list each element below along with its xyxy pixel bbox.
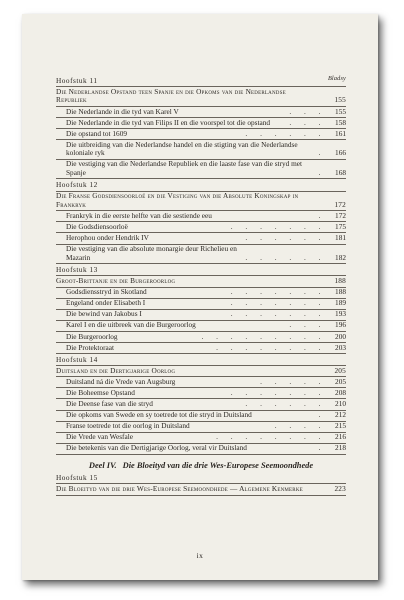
toc-entry: Die Nederlande in die tyd van Karel V . . . 155: [56, 107, 346, 118]
column-header-bladsy: Bladsy: [327, 75, 346, 82]
page-number: 196: [335, 320, 346, 330]
dot-leaders: . . . . . . . . .: [201, 332, 326, 341]
chapter-title: Die Franse Godsdiensoorloë en die Vestiging van die Absolute Koningskap in Frankryk 172: [56, 192, 346, 211]
dot-leaders: . . . . . .: [245, 234, 326, 243]
dot-leaders: . . .: [289, 118, 326, 127]
page-number: 212: [335, 410, 346, 420]
page-number: 172: [335, 211, 346, 221]
toc-entry: Die Godsdiensoorloë . . . . . . . 175: [56, 222, 346, 233]
page-number: 182: [335, 252, 346, 262]
page-number: 218: [335, 443, 346, 453]
page-number: 181: [335, 233, 346, 243]
page-number: 175: [335, 222, 346, 232]
toc-entry: Die opkoms van Swede en sy toetrede tot die stryd in Duitsland . 212: [56, 411, 346, 422]
chapter-label: Hoofstuk 14: [56, 356, 346, 366]
page-number: 172: [334, 199, 346, 209]
dot-leaders: .: [318, 212, 326, 221]
page-number: 188: [334, 275, 346, 285]
page-number: 216: [335, 432, 346, 442]
toc-entry: Engeland onder Elisabeth I . . . . . . . 189: [56, 299, 346, 310]
dot-leaders: . . . . . . . .: [216, 343, 326, 352]
chapter-label: Hoofstuk 13: [56, 266, 346, 276]
page-number: 166: [335, 148, 346, 158]
page-number: 193: [335, 309, 346, 319]
page-number: 188: [335, 287, 346, 297]
dot-leaders: . . .: [289, 321, 326, 330]
dot-leaders: . . . . . .: [245, 400, 326, 409]
part-heading: [56, 461, 346, 470]
chapter-14: [56, 356, 346, 377]
toc-entry: Frankryk in die eerste helfte van die sestiende eeu . 172: [56, 211, 346, 222]
dot-leaders: . . . . .: [260, 377, 326, 386]
part-number: Deel IV.: [88, 460, 117, 470]
toc-entry: Karel I en die uitbreek van die Burgeroorlog . . . 196: [56, 321, 346, 332]
toc-entry: Die uitbreiding van die Nederlandse handel en die stigting van die Nederlandse koloniale ryk . 166: [56, 140, 346, 160]
table-of-contents: [56, 75, 346, 496]
page-number: 158: [335, 117, 346, 127]
toc-entry: Die vestiging van die Nederlandse Republiek en die laaste fase van die stryd met Spanje . 168: [56, 160, 346, 180]
dot-leaders: . . . . . . .: [230, 288, 326, 297]
page-number: 223: [334, 483, 346, 493]
toc-entry: Die Burgeroorlog . . . . . . . . . 200: [56, 332, 346, 343]
toc-entry: Die vestiging van die absolute monargie deur Richelieu en Mazarin . . . . . . 182: [56, 245, 346, 265]
chapter-12: [56, 181, 346, 211]
chapter-13: [56, 266, 346, 287]
toc-entry: Die Vrede van Wesfale . . . . . . . . 216: [56, 433, 346, 444]
toc-entry: Die opstand tot 1609 . . . . . . 161: [56, 129, 346, 140]
toc-entry: Godsdiensstryd in Skotland . . . . . . . 188: [56, 288, 346, 299]
dot-leaders: . . . .: [274, 422, 326, 431]
page-number: 155: [334, 95, 346, 105]
toc-entry: Die Boheemse Opstand . . . . . . . 208: [56, 388, 346, 399]
page-number: 168: [335, 168, 346, 178]
page-folio: ix: [196, 551, 204, 560]
dot-leaders: .: [318, 169, 326, 178]
dot-leaders: . . . . . .: [245, 253, 326, 262]
chapter-15: [56, 474, 346, 495]
chapter-title: Groot-Brittanje en die Burgeroorlog 188: [56, 277, 346, 288]
page-number: 215: [335, 421, 346, 431]
chapter-title: Die Nederlandse Opstand teen Spanje en die Opkoms van die Nederlandse Republiek 155: [56, 88, 346, 107]
part-title: Die Bloeityd van die drie Wes-Europese Seemoondhede: [122, 460, 314, 470]
toc-entry: Die bewind van Jakobus I . . . . . . . 193: [56, 310, 346, 321]
page-number: 189: [335, 298, 346, 308]
dot-leaders: . . . . . . .: [230, 299, 326, 308]
chapter-title: Die Bloeityd van die drie Wes-Europese Seemoondhede — Algemene Kenmerke 223: [56, 485, 346, 496]
toc-entry: Die Deense fase van die stryd . . . . . . 210: [56, 399, 346, 410]
chapter-11: [56, 77, 346, 107]
page-number: 203: [335, 342, 346, 352]
book-page: [22, 14, 378, 580]
dot-leaders: .: [318, 411, 326, 420]
dot-leaders: . . . . . . . .: [216, 433, 326, 442]
dot-leaders: . . .: [289, 107, 326, 116]
dot-leaders: . . . . . . .: [230, 389, 326, 398]
dot-leaders: . . . . . .: [245, 129, 326, 138]
dot-leaders: . . . . . . .: [230, 223, 326, 232]
page-number: 208: [335, 388, 346, 398]
toc-entry: Die Nederlande in die tyd van Filips II en die voorspel tot die opstand . . . 158: [56, 118, 346, 129]
dot-leaders: .: [318, 149, 326, 158]
toc-entry: Herophou onder Hendrik IV . . . . . . 181: [56, 233, 346, 244]
toc-entry: Franse toetrede tot die oorlog in Duitsland . . . . 215: [56, 422, 346, 433]
dot-leaders: . . . . . . .: [230, 310, 326, 319]
dot-leaders: .: [318, 444, 326, 453]
page-number: 205: [334, 365, 346, 375]
chapter-label: Hoofstuk 11: [56, 77, 346, 87]
toc-entry: Duitsland ná die Vrede van Augsburg . . . . . 205: [56, 377, 346, 388]
chapter-label: Hoofstuk 12: [56, 181, 346, 191]
chapter-label: Hoofstuk 15: [56, 474, 346, 484]
page-number: 161: [335, 128, 346, 138]
toc-entry: Die Protektoraat . . . . . . . . 203: [56, 343, 346, 354]
chapter-title: Duitsland en die Dertigjarige Oorlog 205: [56, 367, 346, 378]
page-number: 200: [335, 331, 346, 341]
toc-entry: Die betekenis van die Dertigjarige Oorlog, veral vir Duitsland . 218: [56, 444, 346, 455]
page-number: 205: [335, 376, 346, 386]
page-number: 155: [335, 106, 346, 116]
page-number: 210: [335, 399, 346, 409]
